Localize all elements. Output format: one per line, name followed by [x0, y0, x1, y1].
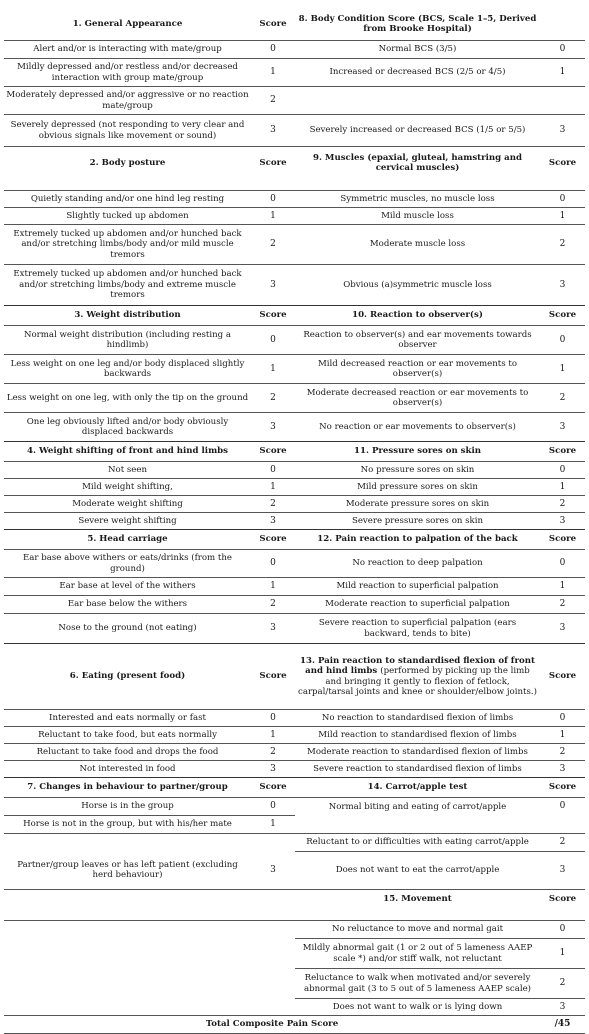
criterion-score: 1 — [251, 727, 295, 744]
section-4-title: 4. Weight shifting of front and hind limbs — [4, 442, 251, 462]
score-column-header: Score — [251, 442, 295, 462]
score-column-header: Score — [251, 306, 295, 326]
criterion-text: Moderate decreased reaction or ear movements to observer(s) — [295, 384, 540, 413]
table-row — [4, 969, 585, 999]
table-row — [4, 41, 585, 59]
criterion-score: 1 — [251, 59, 295, 87]
criterion-text: Horse is not in the group, but with his/her mate — [4, 816, 251, 834]
section-13-title-text: 13. Pain reaction to standardised flexion of front and hind limbs — [300, 655, 535, 677]
criterion-score: 2 — [540, 596, 585, 614]
criterion-text: Severely increased or decreased BCS (1/5 or 5/5) — [295, 115, 540, 147]
criterion-score: 2 — [251, 225, 295, 265]
score-column-header: Score — [540, 778, 585, 798]
section-15-title: 15. Movement — [383, 894, 452, 905]
criterion-score: 2 — [251, 744, 295, 761]
section-7-title: 7. Changes in behaviour to partner/group — [4, 778, 251, 798]
total-label: Total Composite Pain Score — [4, 1016, 540, 1034]
criterion-text: Nose to the ground (not eating) — [4, 614, 251, 644]
score-column-header: Score — [259, 157, 287, 168]
criterion-score: 1 — [251, 816, 295, 834]
table-row — [4, 413, 585, 442]
table-row — [4, 710, 585, 727]
criterion-score: 0 — [251, 798, 295, 816]
table-row — [4, 115, 585, 147]
criterion-score: 3 — [540, 614, 585, 644]
table-row — [4, 834, 585, 852]
criterion-text: Moderately depressed and/or aggressive or no reaction mate/group — [4, 87, 251, 115]
criterion-text: Reluctant to take food, but eats normally — [4, 727, 251, 744]
section-header-row — [4, 890, 585, 910]
section-13-title-note: (performed by picking up the limb and bringing it gently to flexion of fetlock, carpal/tarsal joints and knee or shoulder/elbow joints.) — [298, 666, 537, 697]
criterion-score: 2 — [251, 384, 295, 413]
table-row — [4, 761, 585, 778]
criterion-text: Mild reaction to standardised flexion of limbs — [295, 727, 540, 744]
criterion-text: Reluctant to take food and drops the food — [4, 744, 251, 761]
score-column-header-empty — [540, 8, 585, 41]
criterion-text: Alert and/or is interacting with mate/group — [4, 41, 251, 59]
criterion-text: Severely depressed (not responding to very clear and obvious signals like movement or sound) — [4, 115, 251, 147]
criterion-score: 0 — [251, 462, 295, 479]
score-column-header: Score — [540, 442, 585, 462]
criterion-score: 0 — [540, 710, 585, 727]
criterion-score: 3 — [251, 614, 295, 644]
section-header-row — [4, 306, 585, 326]
criterion-score: 1 — [540, 59, 585, 87]
table-row — [4, 208, 585, 225]
table-row — [4, 744, 585, 761]
table-row — [4, 550, 585, 578]
table-row — [4, 852, 585, 890]
section-header-row — [4, 8, 585, 41]
criterion-score: 0 — [251, 710, 295, 727]
section-6-title: 6. Eating (present food) — [4, 644, 251, 710]
criterion-score: 1 — [540, 578, 585, 596]
criterion-text: Increased or decreased BCS (2/5 or 4/5) — [295, 59, 540, 87]
section-2-title: 2. Body posture — [89, 157, 166, 168]
criterion-text: Symmetric muscles, no muscle loss — [295, 191, 540, 208]
table-row — [4, 596, 585, 614]
criterion-score: 1 — [540, 355, 585, 384]
criterion-text: Moderate muscle loss — [295, 225, 540, 265]
table-row — [4, 225, 585, 265]
criterion-score: 3 — [251, 852, 295, 890]
criterion-text: No pressure sores on skin — [295, 462, 540, 479]
score-column-header: Score — [540, 306, 585, 326]
table-row — [4, 479, 585, 496]
criterion-score: 0 — [251, 191, 295, 208]
criterion-score: 2 — [251, 87, 295, 115]
criterion-text: Reluctant to or difficulties with eating carrot/apple — [295, 834, 540, 852]
table-row — [4, 191, 585, 208]
criterion-text: Ear base below the withers — [4, 596, 251, 614]
criterion-score: 1 — [540, 939, 585, 969]
criterion-score: 2 — [540, 969, 585, 999]
table-row — [4, 59, 585, 87]
criterion-text: Less weight on one leg and/or body displaced slightly backwards — [4, 355, 251, 384]
table-row — [4, 384, 585, 413]
criterion-score: 3 — [251, 513, 295, 530]
spacer-row — [4, 909, 585, 921]
criterion-score: 3 — [540, 513, 585, 530]
pain-score-table-container — [4, 8, 585, 1034]
criterion-text: Moderate reaction to superficial palpation — [295, 596, 540, 614]
criterion-text: Mild weight shifting, — [4, 479, 251, 496]
criterion-text: Moderate reaction to standardised flexion of limbs — [295, 744, 540, 761]
table-row — [4, 578, 585, 596]
criterion-text: Mild decreased reaction or ear movements to observer(s) — [295, 355, 540, 384]
criterion-text: Ear base at level of the withers — [4, 578, 251, 596]
criterion-score: 0 — [540, 191, 585, 208]
criterion-text: Reluctance to walk when motivated and/or severely abnormal gait (3 to 5 out of 5 lameness AAEP scale) — [295, 969, 540, 999]
section-13-title — [295, 644, 540, 710]
criterion-score: 1 — [251, 208, 295, 225]
section-10-title: 10. Reaction to observer(s) — [295, 306, 540, 326]
criterion-text: Horse is in the group — [4, 798, 251, 816]
criterion-text: One leg obviously lifted and/or body obviously displaced backwards — [4, 413, 251, 442]
criterion-text: Does not want to eat the carrot/apple — [295, 852, 540, 890]
total-value: /45 — [540, 1016, 585, 1034]
criterion-text: Normal weight distribution (including resting a hindlimb) — [4, 326, 251, 355]
criterion-text: No reaction to deep palpation — [295, 550, 540, 578]
section-header-row — [4, 644, 585, 710]
criterion-text: Mildly depressed and/or restless and/or decreased interaction with group mate/group — [4, 59, 251, 87]
criterion-text: Extremely tucked up abdomen and/or hunched back and/or stretching limbs/body and/or mild muscle tremors — [4, 225, 251, 265]
criterion-score: 1 — [251, 479, 295, 496]
criterion-text: Less weight on one leg, with only the tip on the ground — [4, 384, 251, 413]
criterion-score: 0 — [540, 462, 585, 479]
criterion-text: Severe pressure sores on skin — [295, 513, 540, 530]
section-12-title: 12. Pain reaction to palpation of the back — [295, 530, 540, 550]
table-row — [4, 355, 585, 384]
criterion-score: 0 — [251, 326, 295, 355]
criterion-score: 1 — [251, 355, 295, 384]
table-row — [4, 513, 585, 530]
section-header-row — [4, 778, 585, 798]
table-row — [4, 816, 585, 834]
criterion-score: 3 — [251, 265, 295, 306]
criterion-text: Ear base above withers or eats/drinks (from the ground) — [4, 550, 251, 578]
criterion-text: No reluctance to move and normal gait — [295, 921, 540, 939]
score-column-header: Score — [540, 530, 585, 550]
table-row — [4, 462, 585, 479]
criterion-score: 0 — [251, 41, 295, 59]
criterion-text: Normal biting and eating of carrot/apple — [328, 801, 507, 812]
table-row — [4, 798, 585, 816]
score-column-header: Score — [251, 8, 295, 41]
criterion-text: Mild reaction to superficial palpation — [295, 578, 540, 596]
section-11-title: 11. Pressure sores on skin — [295, 442, 540, 462]
criterion-score: 2 — [540, 744, 585, 761]
composite-pain-score-table — [4, 8, 585, 1034]
score-column-header: Score — [251, 530, 295, 550]
criterion-text: Normal BCS (3/5) — [295, 41, 540, 59]
table-row — [4, 496, 585, 513]
criterion-score: 0 — [559, 801, 566, 812]
score-column-header: Score — [251, 644, 295, 710]
section-8-title: 8. Body Condition Score (BCS, Scale 1–5, Derived from Brooke Hospital) — [295, 8, 540, 41]
criterion-score: 3 — [540, 999, 585, 1016]
score-column-header: Score — [548, 894, 577, 905]
criterion-score: 3 — [540, 413, 585, 442]
table-row — [4, 614, 585, 644]
criterion-score: 0 — [540, 326, 585, 355]
criterion-text: Does not want to walk or is lying down — [295, 999, 540, 1016]
criterion-score: 1 — [540, 479, 585, 496]
criterion-score: 3 — [251, 761, 295, 778]
section-3-title: 3. Weight distribution — [4, 306, 251, 326]
criterion-score: 1 — [251, 578, 295, 596]
spacer-row — [4, 179, 585, 191]
criterion-text: Severe weight shifting — [4, 513, 251, 530]
table-row — [4, 87, 585, 115]
section-header-row — [4, 147, 585, 180]
criterion-score: 0 — [540, 550, 585, 578]
criterion-score: 1 — [540, 727, 585, 744]
score-column-header: Score — [548, 157, 577, 168]
criterion-text: Slightly tucked up abdomen — [4, 208, 251, 225]
section-header-row — [4, 530, 585, 550]
total-row — [4, 1016, 585, 1034]
criterion-text: Mildly abnormal gait (1 or 2 out of 5 lameness AAEP scale *) and/or stiff walk, not reluctant — [295, 939, 540, 969]
criterion-text: Moderate pressure sores on skin — [295, 496, 540, 513]
criterion-text: No reaction to standardised flexion of limbs — [295, 710, 540, 727]
criterion-text: No reaction or ear movements to observer(s) — [295, 413, 540, 442]
table-row — [4, 999, 585, 1016]
criterion-score: 2 — [251, 596, 295, 614]
criterion-score: 2 — [540, 384, 585, 413]
criterion-score: 2 — [540, 496, 585, 513]
criterion-score: 3 — [251, 413, 295, 442]
table-row — [4, 265, 585, 306]
criterion-score: 3 — [540, 115, 585, 147]
criterion-text: Interested and eats normally or fast — [4, 710, 251, 727]
criterion-text: Not interested in food — [4, 761, 251, 778]
section-1-title: 1. General Appearance — [4, 8, 251, 41]
criterion-text: Mild muscle loss — [295, 208, 540, 225]
section-header-row — [4, 442, 585, 462]
criterion-text: Moderate weight shifting — [4, 496, 251, 513]
criterion-score: 3 — [540, 761, 585, 778]
criterion-score: 3 — [251, 115, 295, 147]
criterion-score: 0 — [540, 41, 585, 59]
score-column-header: Score — [540, 644, 585, 710]
criterion-score: 1 — [540, 208, 585, 225]
criterion-score: 0 — [540, 921, 585, 939]
criterion-score: 2 — [251, 496, 295, 513]
section-14-title: 14. Carrot/apple test — [295, 778, 540, 798]
criterion-score: 2 — [540, 834, 585, 852]
table-row — [4, 921, 585, 939]
criterion-text: Obvious (a)symmetric muscle loss — [295, 265, 540, 306]
criterion-score: 2 — [540, 225, 585, 265]
table-row — [4, 939, 585, 969]
criterion-score: 3 — [540, 852, 585, 890]
table-row — [4, 326, 585, 355]
criterion-text: Severe reaction to superficial palpation (ears backward, tends to bite) — [295, 614, 540, 644]
score-column-header: Score — [251, 778, 295, 798]
criterion-text: Mild pressure sores on skin — [295, 479, 540, 496]
table-row — [4, 727, 585, 744]
criterion-text: Extremely tucked up abdomen and/or hunched back and/or stretching limbs/body and extreme muscle tremors — [4, 265, 251, 306]
section-9-title: 9. Muscles (epaxial, gluteal, hamstring and cervical muscles) — [312, 152, 523, 173]
section-5-title: 5. Head carriage — [4, 530, 251, 550]
criterion-score: 3 — [540, 265, 585, 306]
criterion-text: Quietly standing and/or one hind leg resting — [4, 191, 251, 208]
criterion-text: Severe reaction to standardised flexion of limbs — [295, 761, 540, 778]
criterion-text: Not seen — [4, 462, 251, 479]
criterion-text: Partner/group leaves or has left patient (excluding herd behaviour) — [4, 852, 251, 890]
criterion-text: Reaction to observer(s) and ear movements towards observer — [295, 326, 540, 355]
criterion-score: 0 — [251, 550, 295, 578]
